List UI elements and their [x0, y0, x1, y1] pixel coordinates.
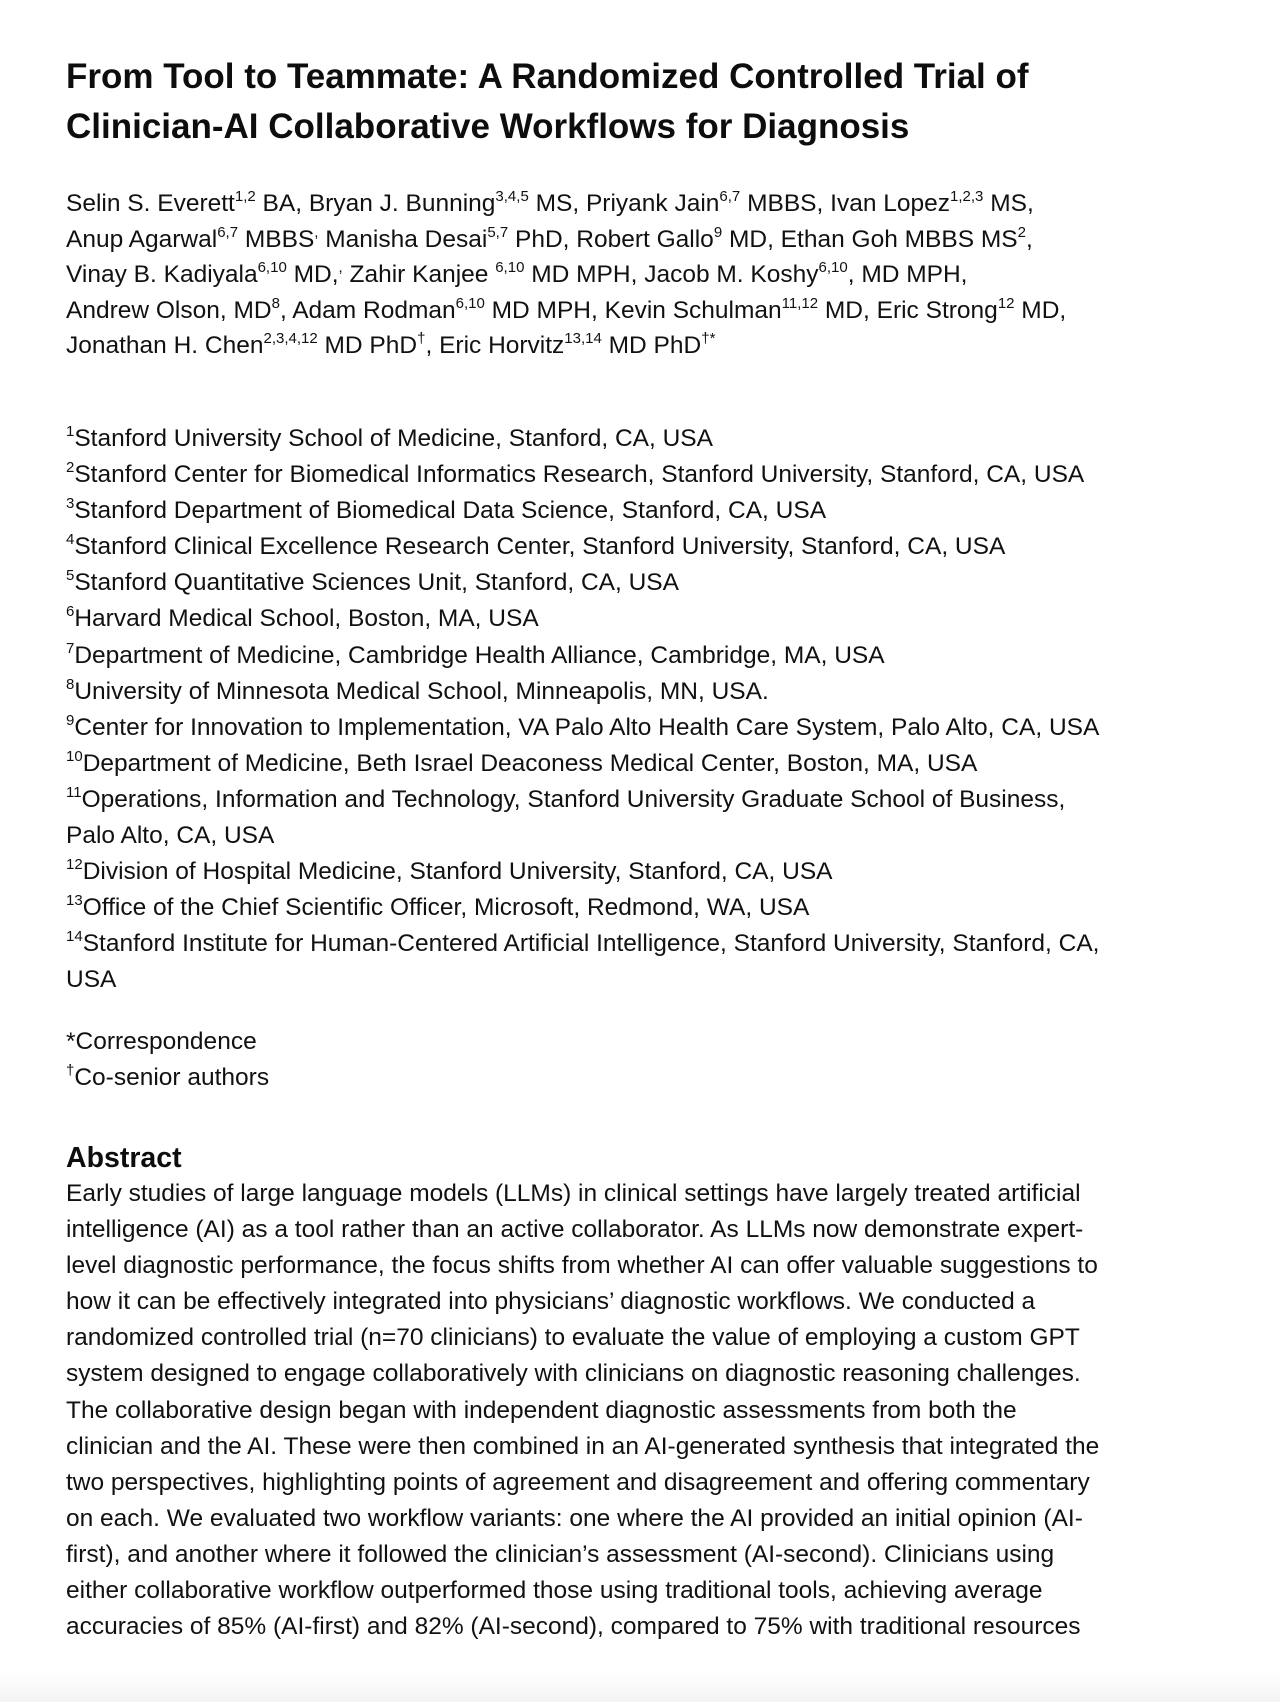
affiliation-text: Harvard Medical School, Boston, MA, USA: [74, 605, 539, 633]
affiliation-number: 10: [66, 747, 83, 765]
author-text: ,: [1025, 225, 1033, 253]
abstract-line: level diagnostic performance, the focus shifts from whether AI can offer valuable suggestions to: [66, 1252, 1098, 1280]
author-text: , MD MPH,: [847, 261, 968, 288]
affiliation-continuation: USA: [66, 966, 117, 994]
author-text: MBBS, Ivan Lopez: [740, 190, 951, 217]
abstract-line: either collaborative workflow outperformed those using traditional tools, achieving average: [66, 1577, 1043, 1605]
author-text: MD PhD: [601, 332, 702, 359]
author-list: [66, 186, 1256, 364]
affiliation-superscript: 9: [713, 223, 723, 241]
author-text: MD PhD: [317, 332, 418, 359]
affiliation-number: 13: [66, 892, 83, 910]
affiliation-continuation: Palo Alto, CA, USA: [66, 822, 275, 850]
abstract-line: system designed to engage collaboratively with clinicians on diagnostic reasoning challenges.: [66, 1360, 1081, 1388]
affiliation-superscript: 6,10: [495, 259, 525, 276]
affiliation-item: [66, 926, 1256, 962]
author-text: Manisha Desai: [318, 225, 488, 253]
author-text: Zahir Kanjee: [342, 261, 496, 288]
abstract-line: The collaborative design began with independent diagnostic assessments from both the: [66, 1396, 1017, 1424]
affiliation-item: [66, 601, 1256, 637]
correspondence-text: Correspondence: [75, 1028, 257, 1055]
author-text: MBBS: [238, 225, 315, 253]
correspondence-note: [66, 1024, 866, 1060]
abstract-line: first), and another where it followed the clinician’s assessment (AI-second). Clinicians using: [66, 1540, 1055, 1568]
affiliation-number: 6: [66, 603, 75, 621]
affiliation-list: [66, 421, 1256, 999]
co-senior-mark: †: [66, 1062, 75, 1079]
author-text: , Eric Horvitz: [425, 332, 565, 359]
co-senior-note: [66, 1060, 866, 1096]
author-line: [66, 186, 1256, 222]
affiliation-superscript: 6,10: [257, 259, 287, 276]
correspondence-mark: *: [66, 1028, 76, 1055]
affiliation-superscript: †*: [701, 330, 716, 347]
affiliation-superscript: †: [417, 330, 426, 347]
author-text: PhD, Robert Gallo: [508, 225, 714, 253]
affiliation-text: Stanford Center for Biomedical Informatics Research, Stanford University, Stanford, CA, USA: [74, 461, 1085, 489]
author-text: Anup Agarwal: [66, 225, 218, 253]
abstract-line: on each. We evaluated two workflow variants: one where the AI provided an initial opinion (AI-: [66, 1504, 1083, 1532]
affiliation-superscript: ,: [338, 259, 343, 276]
author-text: MD, Ethan Goh MBBS MS: [722, 225, 1018, 253]
affiliation-number: 9: [66, 711, 75, 729]
author-line: [66, 293, 1256, 329]
abstract-line: randomized controlled trial (n=70 clinicians) to evaluate the value of employing a custom GPT: [66, 1324, 1080, 1352]
affiliation-item: [66, 493, 1256, 529]
abstract-body: [66, 1176, 1256, 1645]
affiliation-text: Stanford Department of Biomedical Data Science, Stanford, CA, USA: [74, 497, 827, 525]
abstract-line: clinician and the AI. These were then combined in an AI-generated synthesis that integrated the: [66, 1432, 1100, 1460]
abstract-heading: Abstract: [66, 1142, 182, 1174]
paper-title: [66, 52, 1246, 152]
affiliation-superscript: 5,7: [487, 223, 509, 241]
affiliation-item: [66, 674, 1256, 710]
author-text: MD,: [286, 261, 339, 288]
author-text: BA, Bryan J. Bunning: [255, 190, 496, 217]
author-text: MD MPH, Kevin Schulman: [484, 296, 782, 324]
affiliation-text: Center for Innovation to Implementation, VA Palo Alto Health Care System, Palo Alto, CA, USA: [74, 713, 1100, 741]
page-bottom-shadow: [0, 1672, 1280, 1702]
affiliation-superscript: 8: [271, 294, 280, 312]
affiliation-superscript: 12: [997, 294, 1015, 312]
affiliation-superscript: 1,2,3: [950, 188, 984, 205]
author-text: MS, Priyank Jain: [528, 190, 720, 217]
affiliation-item: [66, 854, 1256, 890]
affiliation-item: [66, 457, 1256, 493]
author-text: MS,: [983, 190, 1034, 217]
affiliation-number: 4: [66, 531, 75, 549]
title-line: From Tool to Teammate: A Randomized Controlled Trial of: [66, 57, 1029, 96]
author-text: Jonathan H. Chen: [66, 332, 264, 359]
author-notes: [66, 1024, 866, 1096]
affiliation-number: 14: [66, 928, 83, 946]
affiliation-text: Division of Hospital Medicine, Stanford University, Stanford, CA, USA: [82, 858, 833, 886]
affiliation-item: [66, 782, 1256, 818]
affiliation-text: Stanford Quantitative Sciences Unit, Stanford, CA, USA: [74, 569, 679, 597]
affiliation-superscript: ,: [314, 223, 319, 241]
affiliation-superscript: 11,12: [781, 294, 819, 312]
abstract-line: how it can be effectively integrated into physicians’ diagnostic workflows. We conducted a: [66, 1288, 1036, 1316]
affiliation-superscript: 1,2: [234, 188, 256, 205]
author-text: MD,: [1014, 296, 1067, 324]
affiliation-number: 1: [66, 423, 75, 440]
author-text: Vinay B. Kadiyala: [66, 261, 258, 288]
affiliation-superscript: 6,10: [455, 294, 485, 312]
affiliation-superscript: 6,10: [818, 259, 848, 276]
affiliation-text: Stanford University School of Medicine, Stanford, CA, USA: [74, 425, 713, 452]
affiliation-item: [66, 890, 1256, 926]
title-line: Clinician-AI Collaborative Workflows for Diagnosis: [66, 107, 910, 146]
author-text: Selin S. Everett: [66, 190, 235, 217]
affiliation-superscript: 6,7: [719, 188, 741, 205]
affiliation-item: [66, 638, 1256, 674]
affiliation-text: University of Minnesota Medical School, Minneapolis, MN, USA.: [74, 677, 769, 705]
affiliation-superscript: 6,7: [217, 223, 239, 241]
affiliation-text: Department of Medicine, Beth Israel Deaconess Medical Center, Boston, MA, USA: [82, 749, 978, 777]
affiliation-item: [66, 746, 1256, 782]
affiliation-text: Operations, Information and Technology, Stanford University Graduate School of Business,: [81, 785, 1066, 813]
abstract-line: two perspectives, highlighting points of agreement and disagreement and offering commentary: [66, 1468, 1090, 1496]
author-line: [66, 257, 1256, 293]
affiliation-item: [66, 565, 1256, 601]
abstract-line: accuracies of 85% (AI-first) and 82% (AI-second), compared to 75% with traditional resources: [66, 1613, 1081, 1641]
abstract-line: Early studies of large language models (LLMs) in clinical settings have largely treated artificial: [66, 1180, 1081, 1207]
affiliation-superscript: 13,14: [564, 330, 602, 347]
affiliation-item: [66, 421, 1256, 457]
affiliation-superscript: 2: [1017, 223, 1026, 241]
affiliation-text: Stanford Institute for Human-Centered Artificial Intelligence, Stanford University, Stanford, CA,: [82, 930, 1100, 958]
affiliation-item: [66, 710, 1256, 746]
author-text: MD MPH, Jacob M. Koshy: [524, 261, 819, 288]
affiliation-number: 5: [66, 567, 75, 585]
author-text: Andrew Olson, MD: [66, 296, 272, 324]
affiliation-superscript: 3,4,5: [495, 188, 529, 205]
affiliation-number: 11: [66, 783, 82, 801]
affiliation-number: 7: [66, 639, 75, 657]
abstract-line: intelligence (AI) as a tool rather than an active collaborator. As LLMs now demonstrate expert-: [66, 1216, 1084, 1244]
affiliation-text: Office of the Chief Scientific Officer, Microsoft, Redmond, WA, USA: [82, 894, 810, 922]
author-line: [66, 328, 1256, 364]
author-line: [66, 222, 1256, 258]
affiliation-number: 12: [66, 856, 83, 874]
affiliation-text: Stanford Clinical Excellence Research Center, Stanford University, Stanford, CA, USA: [74, 533, 1006, 561]
affiliation-number: 2: [66, 459, 75, 477]
author-text: , Adam Rodman: [279, 296, 456, 324]
affiliation-number: 8: [66, 675, 75, 693]
affiliation-number: 3: [66, 495, 75, 513]
co-senior-text: Co-senior authors: [74, 1064, 270, 1091]
author-text: MD, Eric Strong: [818, 296, 998, 324]
affiliation-item: [66, 529, 1256, 565]
affiliation-superscript: 2,3,4,12: [263, 330, 318, 347]
affiliation-text: Department of Medicine, Cambridge Health Alliance, Cambridge, MA, USA: [74, 641, 885, 669]
